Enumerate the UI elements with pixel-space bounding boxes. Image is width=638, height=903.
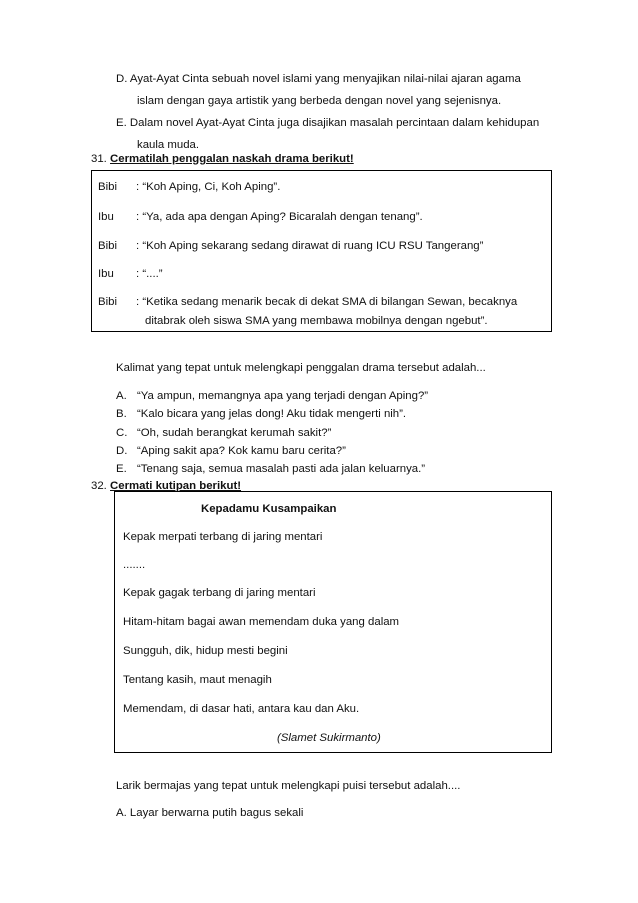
q31-question: Kalimat yang tepat untuk melengkapi penggalan drama tersebut adalah... <box>116 362 486 374</box>
dialogue-speaker: Bibi <box>98 181 117 193</box>
option-letter: A. <box>116 390 127 402</box>
q32-number: 32. <box>91 480 107 492</box>
option-e-line2: kaula muda. <box>137 139 200 151</box>
option-d-line2: islam dengan gaya artistik yang berbeda dengan novel yang sejenisnya. <box>137 95 502 107</box>
poem-line: Kepak gagak terbang di jaring mentari <box>123 587 316 599</box>
poem-author: (Slamet Sukirmanto) <box>277 732 381 744</box>
dialogue-line: : “Ya, ada apa dengan Aping? Bicaralah dengan tenang”. <box>136 211 423 223</box>
option-letter: B. <box>116 408 127 420</box>
poem-line: Sungguh, dik, hidup mesti begini <box>123 645 288 657</box>
q31-option-a[interactable] <box>116 390 428 402</box>
option-d-line1: D. Ayat-Ayat Cinta sebuah novel islami yang menyajikan nilai-nilai ajaran agama <box>116 73 521 85</box>
poem-line: Hitam-hitam bagai awan memendam duka yang dalam <box>123 616 400 628</box>
dialogue-line: : “Koh Aping sekarang sedang dirawat di ruang ICU RSU Tangerang” <box>136 240 484 252</box>
q31-option-d[interactable] <box>116 445 346 457</box>
q31-option-c[interactable] <box>116 427 331 439</box>
q31-option-e[interactable] <box>116 463 425 475</box>
q32-poem-box <box>114 491 552 753</box>
option-text: “Ya ampun, memangnya apa yang terjadi dengan Aping?” <box>137 390 429 402</box>
q31-header <box>91 153 354 165</box>
option-text: “Kalo bicara yang jelas dong! Aku tidak mengerti nih”. <box>137 408 407 420</box>
option-text: “Aping sakit apa? Kok kamu baru cerita?” <box>137 445 346 457</box>
option-letter: C. <box>116 427 128 439</box>
poem-line: Kepak merpati terbang di jaring mentari <box>123 531 323 543</box>
dialogue-line: : “....” <box>136 268 163 280</box>
dialogue-line-continuation: ditabrak oleh siswa SMA yang membawa mobilnya dengan ngebut”. <box>145 315 488 327</box>
option-text: “Oh, sudah berangkat kerumah sakit?” <box>137 427 332 439</box>
q32-prompt: Cermati kutipan berikut! <box>110 480 242 492</box>
dialogue-speaker: Bibi <box>98 240 117 252</box>
option-e-line1: E. Dalam novel Ayat-Ayat Cinta juga disajikan masalah percintaan dalam kehidupan <box>116 117 540 129</box>
q32-question: Larik bermajas yang tepat untuk melengkapi puisi tersebut adalah.... <box>116 780 461 792</box>
option-text: “Tenang saja, semua masalah pasti ada jalan keluarnya.” <box>137 463 426 475</box>
dialogue-speaker: Ibu <box>98 211 114 223</box>
q31-option-b[interactable] <box>116 408 406 420</box>
q31-dialogue-box <box>91 170 552 332</box>
option-letter: E. <box>116 463 127 475</box>
q32-option-a[interactable]: A. Layar berwarna putih bagus sekali <box>116 807 304 819</box>
poem-line: Memendam, di dasar hati, antara kau dan Aku. <box>123 703 360 715</box>
q31-prompt: Cermatilah penggalan naskah drama berikut! <box>110 153 354 165</box>
poem-title: Kepadamu Kusampaikan <box>201 503 337 515</box>
q31-number: 31. <box>91 153 107 165</box>
poem-line: Tentang kasih, maut menagih <box>123 674 272 686</box>
dialogue-speaker: Ibu <box>98 268 114 280</box>
dialogue-line: : “Koh Aping, Ci, Koh Aping”. <box>136 181 281 193</box>
dialogue-speaker: Bibi <box>98 296 117 308</box>
poem-line: ....... <box>123 559 146 571</box>
dialogue-line: : “Ketika sedang menarik becak di dekat SMA di bilangan Sewan, becaknya <box>136 296 518 308</box>
option-letter: D. <box>116 445 128 457</box>
